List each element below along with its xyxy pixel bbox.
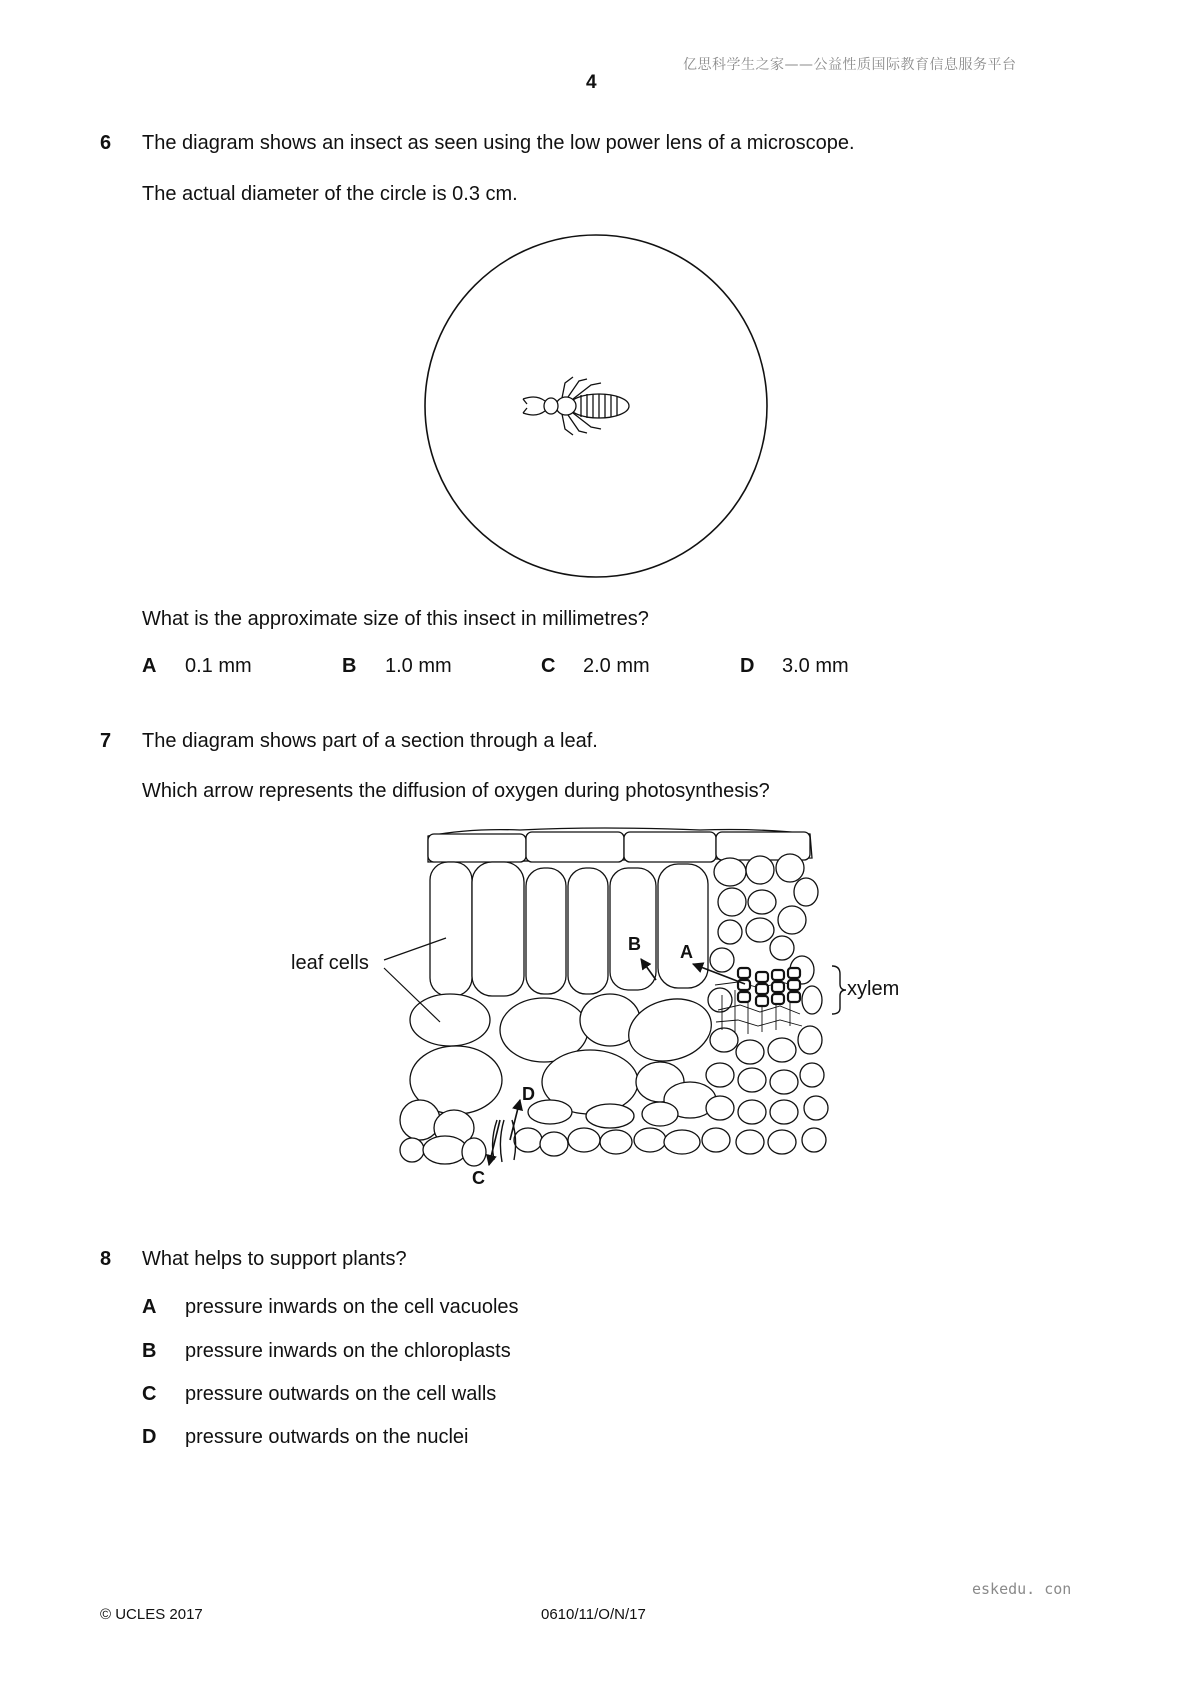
q8-option-a-letter: A [142, 1296, 157, 1318]
q6-option-d-text: 3.0 mm [782, 655, 849, 677]
xylem-label: xylem [847, 978, 900, 1000]
footer-copyright: © UCLES 2017 [100, 1606, 203, 1623]
q6-option-a-letter: A [142, 655, 157, 677]
q6-option-a-text: 0.1 mm [185, 655, 252, 677]
q8-option-a-text: pressure inwards on the cell vacuoles [185, 1296, 519, 1318]
q8-option-c-text: pressure outwards on the cell walls [185, 1383, 497, 1405]
q8-option-d-text: pressure outwards on the nuclei [185, 1426, 469, 1448]
q6-stem-2: The actual diameter of the circle is 0.3 cm. [142, 183, 518, 205]
header-site-text: 亿思科学生之家——公益性质国际教育信息服务平台 [683, 57, 1017, 73]
q8-option-b-letter: B [142, 1340, 157, 1362]
q8-option-c-letter: C [142, 1383, 157, 1405]
leaf-cells-label: leaf cells [291, 952, 369, 974]
footer-paper-code: 0610/11/O/N/17 [541, 1606, 646, 1623]
arrow-label-b: B [628, 934, 641, 954]
q8-option-b-text: pressure inwards on the chloroplasts [185, 1340, 511, 1362]
q7-number: 7 [100, 730, 112, 752]
q8-option-d-letter: D [142, 1426, 157, 1448]
q6-question: What is the approximate size of this insect in millimetres? [142, 608, 649, 630]
q6-stem-1: The diagram shows an insect as seen using the low power lens of a microscope. [142, 132, 855, 154]
page-number: 4 [586, 72, 597, 93]
q6-option-b-text: 1.0 mm [385, 655, 452, 677]
q6-option-b-letter: B [342, 655, 357, 677]
arrow-label-a: A [680, 942, 693, 962]
footer-site-text: eskedu. con [972, 1580, 1072, 1598]
arrow-label-d: D [522, 1084, 535, 1104]
q7-stem-2: Which arrow represents the diffusion of oxygen during photosynthesis? [142, 780, 770, 802]
q6-option-c-letter: C [541, 655, 556, 677]
q6-option-c-text: 2.0 mm [583, 655, 650, 677]
q6-number: 6 [100, 132, 112, 154]
arrow-label-c: C [472, 1168, 485, 1188]
q8-question: What helps to support plants? [142, 1248, 407, 1270]
q8-number: 8 [100, 1248, 112, 1270]
q7-stem-1: The diagram shows part of a section through a leaf. [142, 730, 598, 752]
q6-option-d-letter: D [740, 655, 755, 677]
